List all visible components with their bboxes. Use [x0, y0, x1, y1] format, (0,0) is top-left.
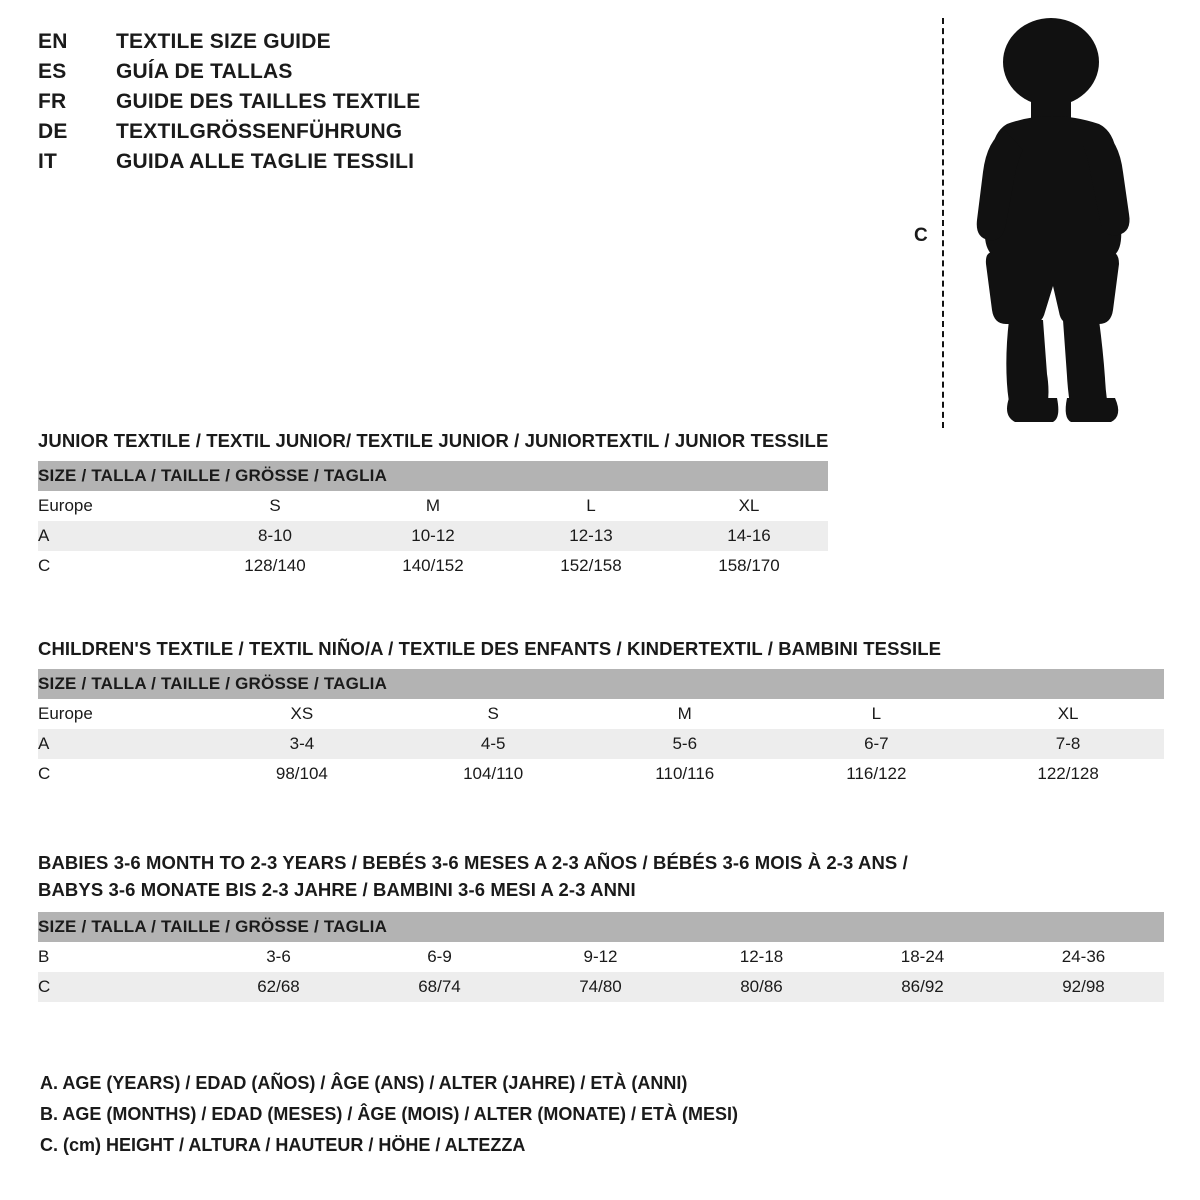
language-title: TEXTILE SIZE GUIDE: [116, 30, 331, 53]
table-row: [38, 972, 1164, 1002]
language-title-list: [38, 30, 638, 180]
cell-value: 116/122: [781, 759, 973, 789]
cell-value: 14-16: [670, 521, 828, 551]
height-measure-dashed-line: [942, 18, 944, 428]
cell-value: 5-6: [589, 729, 781, 759]
section-junior: [38, 430, 1164, 581]
cell-value: 104/110: [397, 759, 589, 789]
size-header: XL: [670, 491, 828, 521]
language-title: GUIDA ALLE TAGLIE TESSILI: [116, 150, 415, 173]
cell-value: 6-7: [781, 729, 973, 759]
height-measure-label: C: [914, 225, 928, 246]
row-label: C: [38, 972, 198, 1002]
band-label: SIZE / TALLA / TAILLE / GRÖSSE / TAGLIA: [38, 461, 828, 491]
language-row: [38, 150, 638, 180]
row-label: B: [38, 942, 198, 972]
cell-value: 12-18: [681, 942, 842, 972]
cell-value: 6-9: [359, 942, 520, 972]
language-code: DE: [38, 120, 68, 143]
cell-value: 128/140: [196, 551, 354, 581]
language-title: GUIDE DES TAILLES TEXTILE: [116, 90, 421, 113]
cell-value: 68/74: [359, 972, 520, 1002]
cell-value: 9-12: [520, 942, 681, 972]
table-band-row: [38, 461, 828, 491]
table-row: [38, 729, 1164, 759]
cell-value: 8-10: [196, 521, 354, 551]
language-code: IT: [38, 150, 58, 173]
language-row: [38, 60, 638, 90]
row-label: A: [38, 521, 196, 551]
cell-value: 80/86: [681, 972, 842, 1002]
legend-line-c: C. (cm) HEIGHT / ALTURA / HAUTEUR / HÖHE / ALTEZZA: [40, 1135, 526, 1155]
region-label: Europe: [38, 491, 196, 521]
size-header: XL: [972, 699, 1164, 729]
table-row: [38, 942, 1164, 972]
size-header: M: [354, 491, 512, 521]
cell-value: 3-6: [198, 942, 359, 972]
table-band-row: [38, 912, 1164, 942]
table-row-sizes: [38, 491, 828, 521]
cell-value: 86/92: [842, 972, 1003, 1002]
cell-value: 62/68: [198, 972, 359, 1002]
row-label: A: [38, 729, 206, 759]
children-size-table: [38, 669, 1164, 789]
section-children: [38, 638, 1164, 789]
section-babies: [38, 850, 1164, 1002]
size-header: XS: [206, 699, 397, 729]
table-row: [38, 551, 828, 581]
cell-value: 92/98: [1003, 972, 1164, 1002]
cell-value: 12-13: [512, 521, 670, 551]
toddler-icon: [955, 14, 1145, 429]
cell-value: 24-36: [1003, 942, 1164, 972]
language-row: [38, 90, 638, 120]
section-title-line2: BABYS 3-6 MONATE BIS 2-3 JAHRE / BAMBINI 3-6 MESI A 2-3 ANNI: [38, 879, 636, 900]
row-label: C: [38, 551, 196, 581]
section-title: JUNIOR TEXTILE / TEXTIL JUNIOR/ TEXTILE JUNIOR / JUNIORTEXTIL / JUNIOR TESSILE: [38, 430, 829, 451]
section-title: BABIES 3-6 MONTH TO 2-3 YEARS / BEBÉS 3-6 MESES A 2-3 AÑOS / BÉBÉS 3-6 MOIS À 2-3 ANS /: [38, 852, 908, 873]
cell-value: 18-24: [842, 942, 1003, 972]
cell-value: 7-8: [972, 729, 1164, 759]
size-header: L: [781, 699, 973, 729]
cell-value: 140/152: [354, 551, 512, 581]
cell-value: 4-5: [397, 729, 589, 759]
table-row-sizes: [38, 699, 1164, 729]
language-code: ES: [38, 60, 67, 83]
legend-block: [40, 1068, 1040, 1161]
cell-value: 10-12: [354, 521, 512, 551]
cell-value: 122/128: [972, 759, 1164, 789]
size-header: S: [397, 699, 589, 729]
language-row: [38, 30, 638, 60]
language-title: GUÍA DE TALLAS: [116, 60, 293, 83]
cell-value: 98/104: [206, 759, 397, 789]
legend-line-b: B. AGE (MONTHS) / EDAD (MESES) / ÂGE (MOIS) / ALTER (MONATE) / ETÀ (MESI): [40, 1104, 738, 1124]
cell-value: 3-4: [206, 729, 397, 759]
table-band-row: [38, 669, 1164, 699]
size-header: L: [512, 491, 670, 521]
size-header: S: [196, 491, 354, 521]
size-header: M: [589, 699, 781, 729]
section-title: CHILDREN'S TEXTILE / TEXTIL NIÑO/A / TEXTILE DES ENFANTS / KINDERTEXTIL / BAMBINI TESSILE: [38, 638, 942, 659]
table-row: [38, 759, 1164, 789]
region-label: Europe: [38, 699, 206, 729]
cell-value: 110/116: [589, 759, 781, 789]
language-row: [38, 120, 638, 150]
table-row: [38, 521, 828, 551]
legend-line-a: A. AGE (YEARS) / EDAD (AÑOS) / ÂGE (ANS) / ALTER (JAHRE) / ETÀ (ANNI): [40, 1073, 688, 1093]
band-label: SIZE / TALLA / TAILLE / GRÖSSE / TAGLIA: [38, 912, 1164, 942]
child-silhouette-figure: [900, 10, 1160, 430]
language-code: FR: [38, 90, 67, 113]
cell-value: 74/80: [520, 972, 681, 1002]
junior-size-table: [38, 461, 828, 581]
row-label: C: [38, 759, 206, 789]
babies-size-table: [38, 912, 1164, 1002]
language-title: TEXTILGRÖSSENFÜHRUNG: [116, 120, 403, 143]
cell-value: 158/170: [670, 551, 828, 581]
band-label: SIZE / TALLA / TAILLE / GRÖSSE / TAGLIA: [38, 669, 1164, 699]
cell-value: 152/158: [512, 551, 670, 581]
language-code: EN: [38, 30, 68, 53]
